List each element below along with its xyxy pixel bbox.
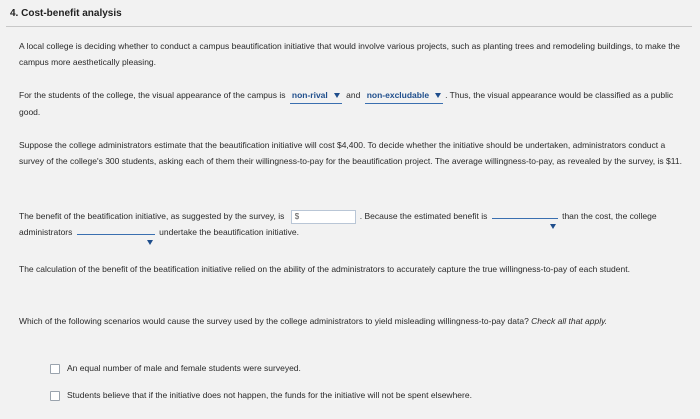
rivalry-dropdown[interactable]: [290, 87, 342, 104]
option-label: Students believe that if the initiative does not happen, the funds for the initiative will not be spent elsewhere.: [67, 390, 472, 400]
chevron-down-icon: [435, 93, 441, 98]
benefit-text-2: . Because the estimated benefit is: [359, 211, 488, 221]
checkbox[interactable]: [50, 391, 60, 401]
rivalry-dropdown-value: non-rival: [291, 90, 328, 100]
question-text: Which of the following scenarios would cause the survey used by the college administrators to yield misleading willingness-to-pay data?: [19, 316, 529, 326]
benefit-text-3: than the cost, the college administrators: [19, 211, 657, 237]
excludability-dropdown[interactable]: [365, 87, 443, 104]
chevron-down-icon: [147, 240, 153, 245]
decision-dropdown[interactable]: [77, 234, 155, 235]
chevron-down-icon: [550, 224, 556, 229]
comparison-dropdown[interactable]: [492, 218, 558, 219]
option-funds-not-spent[interactable]: [50, 389, 472, 401]
public-good-and: and: [346, 90, 361, 100]
public-good-text-after: . Thus, the visual appearance would be classified as a public good.: [19, 90, 674, 117]
excludability-dropdown-value: non-excludable: [366, 90, 430, 100]
benefit-paragraph: [19, 208, 689, 240]
intro-paragraph: A local college is deciding whether to conduct a campus beautification initiative that would involve various projects, such as planting trees and remodeling buildings, to make the campus more aesthetically pleasing.: [19, 41, 681, 67]
benefit-text-1: The benefit of the beatification initiative, as suggested by the survey, is: [19, 211, 285, 221]
benefit-text-4: undertake the beautification initiative.: [159, 227, 300, 237]
survey-paragraph: Suppose the college administrators estimate that the beautification initiative will cost $4,400. To decide whether the initiative should be undertaken, administrators conduct a survey of the college's 300 students, asking each of them their willingness-to-pay for the beautification project. The average willingness-to-pay, as revealed by the survey, is $11.: [19, 140, 682, 166]
title-divider: [6, 26, 692, 27]
calculation-paragraph: The calculation of the benefit of the beatification initiative relied on the ability of the administrators to accurately capture the true willingness-to-pay of each student.: [19, 264, 630, 274]
public-good-paragraph: [19, 87, 689, 120]
question-paragraph: [19, 313, 689, 329]
chevron-down-icon: [334, 93, 340, 98]
public-good-text-before: For the students of the college, the visual appearance of the campus is: [19, 90, 286, 100]
check-all-instruction: Check all that apply.: [531, 316, 608, 326]
checkbox[interactable]: [50, 364, 60, 374]
option-equal-gender[interactable]: [50, 362, 301, 374]
option-label: An equal number of male and female students were surveyed.: [67, 363, 301, 373]
benefit-amount-input[interactable]: [291, 210, 356, 224]
question-title: 4. Cost-benefit analysis: [10, 8, 122, 19]
currency-symbol: $: [294, 211, 300, 221]
